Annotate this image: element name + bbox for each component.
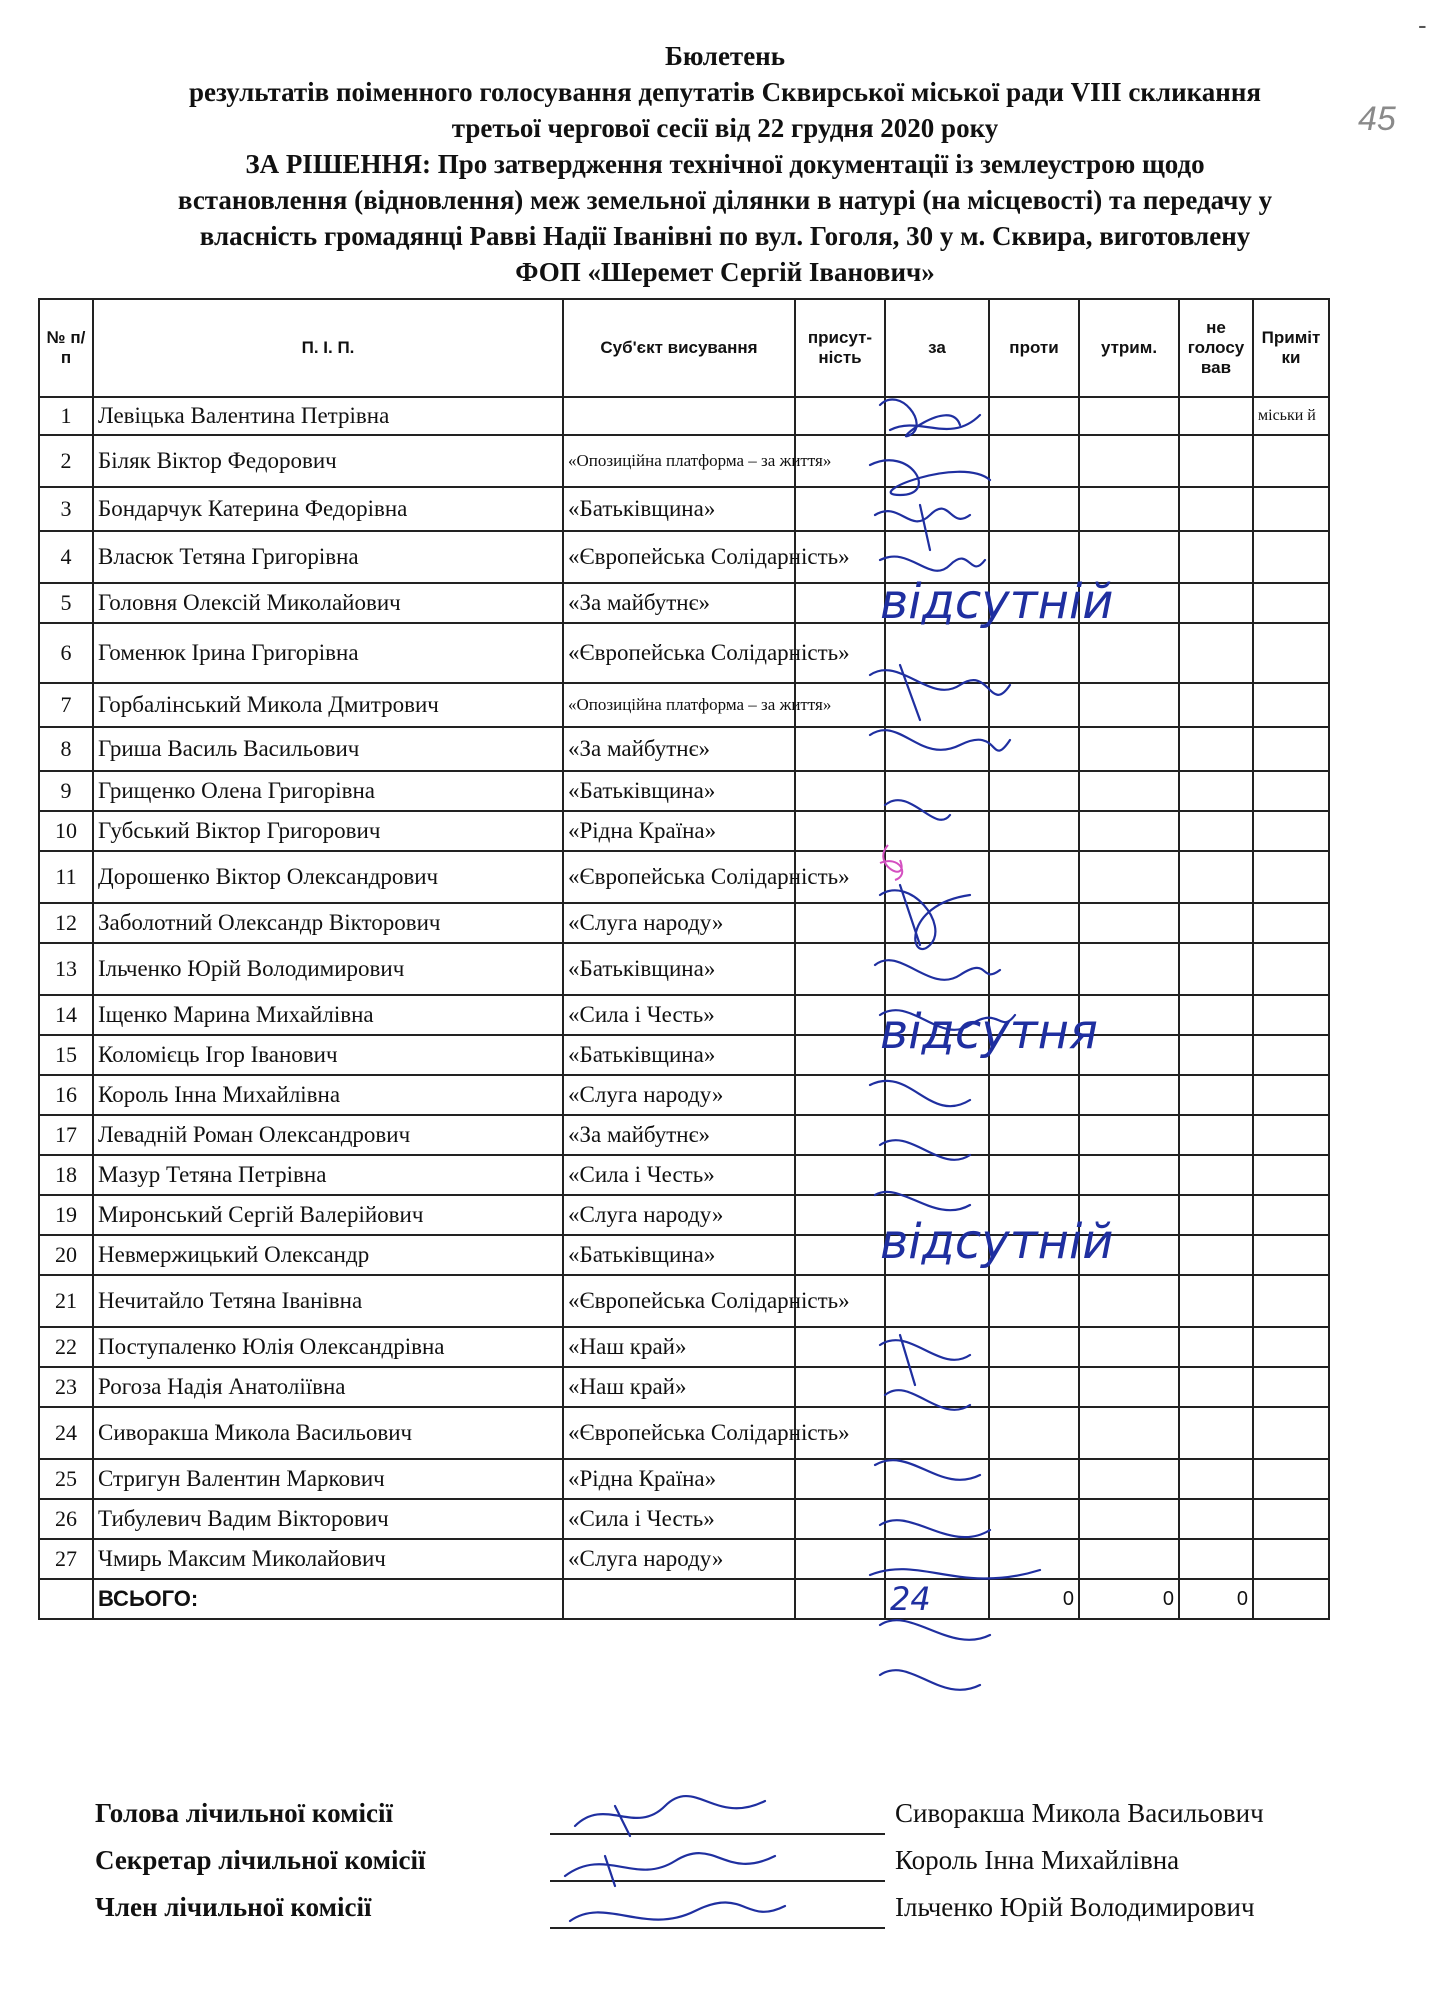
row-number: 14 [39,995,93,1035]
not-voted-cell [1179,995,1253,1035]
col-name: П. І. П. [93,299,563,397]
row-number: 20 [39,1235,93,1275]
nominating-party: «Сила і Честь» [563,995,795,1035]
secretary-name: Король Інна Михайлівна [895,1845,1180,1875]
not-voted-cell [1179,487,1253,531]
totals-row [39,1579,1329,1619]
total-for: 24 [885,1579,989,1619]
table-row [39,1235,1329,1275]
nominating-party: «Європейська Солідарність» [563,1407,795,1459]
notes-cell [1253,683,1329,727]
table-row [39,623,1329,683]
deputy-name: Сиворакша Микола Васильович [93,1407,563,1459]
header-decision-3: власність громадянці Равві Надії Іванівні по вул. Гоголя, 30 у м. Сквира, виготовлену [199,221,1251,251]
not-voted-cell [1179,903,1253,943]
not-voted-cell [1179,1115,1253,1155]
table-row [39,1115,1329,1155]
not-voted-cell [1179,623,1253,683]
row-number: 26 [39,1499,93,1539]
col-against: проти [989,299,1079,397]
row-number: 7 [39,683,93,727]
row-number: 16 [39,1075,93,1115]
notes-cell [1253,903,1329,943]
totals-label: ВСЬОГО: [93,1579,563,1619]
deputy-name: Іщенко Марина Михайлівна [93,995,563,1035]
vote-table [38,298,1330,1620]
row-number: 21 [39,1275,93,1327]
table-row [39,811,1329,851]
deputy-name: Гоменюк Ірина Григорівна [93,623,563,683]
table-row [39,903,1329,943]
not-voted-cell [1179,1195,1253,1235]
col-not-voted: не голосу вав [1179,299,1253,397]
not-voted-cell [1179,851,1253,903]
deputy-name: Коломієць Ігор Іванович [93,1035,563,1075]
deputy-name: Левіцька Валентина Петрівна [93,397,563,435]
header-session: третьої чергової сесії від 22 грудня 2020 року [451,113,999,143]
header-decision-2: встановлення (відновлення) меж земельної ділянки в натурі (на місцевості) та передачу у [177,185,1273,215]
totals-empty-party [563,1579,795,1619]
notes-cell [1253,531,1329,583]
not-voted-cell [1179,1539,1253,1579]
deputy-name: Поступаленко Юлія Олександрівна [93,1327,563,1367]
row-number: 15 [39,1035,93,1075]
col-present: присут-ність [795,299,885,397]
table-row [39,1407,1329,1459]
document-header [40,38,1410,290]
table-row [39,1275,1329,1327]
nominating-party: «Батьківщина» [563,771,795,811]
notes-cell [1253,811,1329,851]
row-number: 24 [39,1407,93,1459]
not-voted-cell [1179,1367,1253,1407]
notes-cell [1253,943,1329,995]
table-row [39,435,1329,487]
notes-cell [1253,1115,1329,1155]
nominating-party: «Рідна Країна» [563,811,795,851]
nominating-party: «Слуга народу» [563,903,795,943]
page-mark: - [1418,10,1427,40]
notes-cell [1253,1195,1329,1235]
deputy-name: Рогоза Надія Анатоліївна [93,1367,563,1407]
table-row [39,1195,1329,1235]
not-voted-cell [1179,943,1253,995]
nominating-party: «Батьківщина» [563,1035,795,1075]
notes-cell [1253,1407,1329,1459]
member-role: Член лічильної комісії [95,1892,372,1922]
handwritten-absent-note: відсутня [880,1004,1098,1060]
handwritten-absent-note: відсутній [880,574,1114,630]
deputy-name: Дорошенко Віктор Олександрович [93,851,563,903]
totals-empty-notes [1253,1579,1329,1619]
not-voted-cell [1179,397,1253,435]
nominating-party: «Слуга народу» [563,1195,795,1235]
not-voted-cell [1179,1155,1253,1195]
not-voted-cell [1179,683,1253,727]
table-row [39,397,1329,435]
row-number: 12 [39,903,93,943]
row-number: 9 [39,771,93,811]
not-voted-cell [1179,1235,1253,1275]
handwritten-absent-note: відсутній [880,1214,1114,1270]
row-number: 17 [39,1115,93,1155]
nominating-party [563,397,795,435]
notes-cell [1253,1155,1329,1195]
nominating-party: «За майбутнє» [563,727,795,771]
secretary-role: Секретар лічильної комісії [95,1845,426,1875]
not-voted-cell [1179,435,1253,487]
nominating-party: «Європейська Солідарність» [563,1275,795,1327]
row-number: 4 [39,531,93,583]
notes-cell [1253,1499,1329,1539]
deputy-name: Бондарчук Катерина Федорівна [93,487,563,531]
table-row [39,531,1329,583]
row-number: 22 [39,1327,93,1367]
header-title: Бюлетень [664,41,786,71]
col-party: Суб'єкт висування [563,299,795,397]
chair-role: Голова лічильної комісії [95,1798,393,1828]
table-header-row [39,299,1329,397]
table-row [39,1367,1329,1407]
nominating-party: «Опозиційна платформа – за життя» [563,435,795,487]
notes-cell [1253,583,1329,623]
commission-signatures [545,1786,805,1936]
not-voted-cell [1179,531,1253,583]
totals-empty-num [39,1579,93,1619]
not-voted-cell [1179,1275,1253,1327]
table-row [39,1327,1329,1367]
nominating-party: «Сила і Честь» [563,1155,795,1195]
deputy-name: Невмержицький Олександр [93,1235,563,1275]
deputy-name: Миронський Сергій Валерійович [93,1195,563,1235]
not-voted-cell [1179,727,1253,771]
deputy-name: Чмирь Максим Миколайович [93,1539,563,1579]
not-voted-cell [1179,1327,1253,1367]
not-voted-cell [1179,1035,1253,1075]
notes-cell [1253,727,1329,771]
table-row [39,1459,1329,1499]
row-number: 3 [39,487,93,531]
nominating-party: «Слуга народу» [563,1539,795,1579]
table-row [39,487,1329,531]
total-abstain: 0 [1079,1579,1179,1619]
notes-cell [1253,1275,1329,1327]
notes-cell [1253,487,1329,531]
deputy-name: Тибулевич Вадим Вікторович [93,1499,563,1539]
table-row [39,683,1329,727]
notes-cell [1253,851,1329,903]
nominating-party: «За майбутнє» [563,583,795,623]
notes-cell [1253,1367,1329,1407]
row-number: 18 [39,1155,93,1195]
deputy-name: Король Інна Михайлівна [93,1075,563,1115]
deputy-name: Горбалінський Микола Дмитрович [93,683,563,727]
col-num: № п/п [39,299,93,397]
col-for: за [885,299,989,397]
table-row [39,1539,1329,1579]
notes-cell [1253,1539,1329,1579]
not-voted-cell [1179,1075,1253,1115]
deputy-name: Левадній Роман Олександрович [93,1115,563,1155]
row-number: 27 [39,1539,93,1579]
row-number: 6 [39,623,93,683]
nominating-party: «Опозиційна платформа – за життя» [563,683,795,727]
not-voted-cell [1179,771,1253,811]
notes-cell [1253,771,1329,811]
deputy-name: Заболотний Олександр Вікторович [93,903,563,943]
nominating-party: «Європейська Солідарність» [563,531,795,583]
table-row [39,1075,1329,1115]
nominating-party: «Слуга народу» [563,1075,795,1115]
deputy-name: Гриша Василь Васильович [93,727,563,771]
deputy-name: Головня Олексій Миколайович [93,583,563,623]
deputy-name: Грищенко Олена Григорівна [93,771,563,811]
col-abstain: утрим. [1079,299,1179,397]
header-decision-1: ЗА РІШЕННЯ: Про затвердження технічної документації із землеустрою щодо [245,149,1205,179]
nominating-party: «За майбутнє» [563,1115,795,1155]
notes-cell [1253,1235,1329,1275]
handwritten-page-number: 45 [1358,100,1396,138]
not-voted-cell [1179,583,1253,623]
nominating-party: «Батьківщина» [563,487,795,531]
deputy-name: Стригун Валентин Маркович [93,1459,563,1499]
nominating-party: «Батьківщина» [563,1235,795,1275]
deputy-name: Нечитайло Тетяна Іванівна [93,1275,563,1327]
nominating-party: «Рідна Країна» [563,1459,795,1499]
notes-cell: міськи й [1253,397,1329,435]
nominating-party: «Батьківщина» [563,943,795,995]
table-row [39,1155,1329,1195]
nominating-party: «Європейська Солідарність» [563,623,795,683]
header-subtitle: результатів поіменного голосування депутатів Сквирської міської ради VIII скликання [188,77,1262,107]
row-number: 13 [39,943,93,995]
notes-cell [1253,1075,1329,1115]
table-row [39,771,1329,811]
notes-cell [1253,435,1329,487]
deputy-name: Власюк Тетяна Григорівна [93,531,563,583]
chair-name: Сиворакша Микола Васильович [895,1798,1264,1828]
deputy-name: Біляк Віктор Федорович [93,435,563,487]
table-row [39,727,1329,771]
nominating-party: «Європейська Солідарність» [563,851,795,903]
row-number: 19 [39,1195,93,1235]
table-row [39,943,1329,995]
row-number: 10 [39,811,93,851]
row-number: 11 [39,851,93,903]
col-notes: Приміт ки [1253,299,1329,397]
notes-cell [1253,995,1329,1035]
notes-cell [1253,1459,1329,1499]
row-number: 2 [39,435,93,487]
notes-cell [1253,623,1329,683]
not-voted-cell [1179,1459,1253,1499]
header-decision-4: ФОП «Шеремет Сергій Іванович» [515,257,935,287]
table-row [39,1499,1329,1539]
not-voted-cell [1179,1407,1253,1459]
total-against: 0 [989,1579,1079,1619]
nominating-party: «Наш край» [563,1367,795,1407]
table-row [39,851,1329,903]
deputy-name: Ільченко Юрій Володимирович [93,943,563,995]
row-number: 23 [39,1367,93,1407]
deputy-name: Мазур Тетяна Петрівна [93,1155,563,1195]
not-voted-cell [1179,1499,1253,1539]
nominating-party: «Наш край» [563,1327,795,1367]
nominating-party: «Сила і Честь» [563,1499,795,1539]
table-row [39,995,1329,1035]
row-number: 1 [39,397,93,435]
table-row [39,583,1329,623]
notes-cell [1253,1327,1329,1367]
notes-cell [1253,1035,1329,1075]
deputy-name: Губський Віктор Григорович [93,811,563,851]
total-not-voted: 0 [1179,1579,1253,1619]
row-number: 5 [39,583,93,623]
row-number: 8 [39,727,93,771]
row-number: 25 [39,1459,93,1499]
table-row [39,1035,1329,1075]
member-name: Ільченко Юрій Володимирович [895,1892,1255,1922]
not-voted-cell [1179,811,1253,851]
